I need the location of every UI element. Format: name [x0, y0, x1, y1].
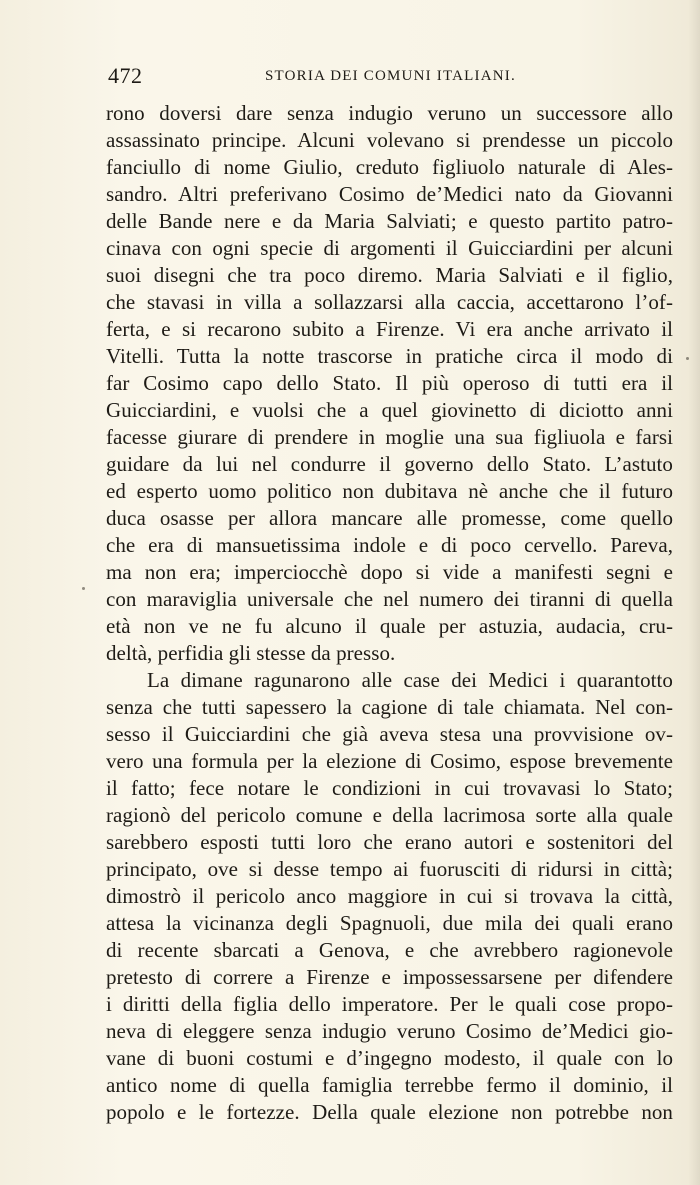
text-line: il fatto; fece notare le condizioni in cui trovavasi lo Stato; [106, 776, 673, 800]
text-line: duca osasse per allora mancare alle promesse, come quello [106, 506, 673, 530]
body-text [106, 100, 673, 1140]
text-line: sesso il Guicciardini che già aveva stesa una provvisione ov- [106, 722, 673, 746]
text-line: pretesto di correre a Firenze e impossessarsene per difendere [106, 965, 673, 989]
text-line: assassinato principe. Alcuni volevano si prendesse un piccolo [106, 128, 673, 152]
text-line: neva di eleggere senza indugio veruno Cosimo de’Medici gio- [106, 1019, 673, 1043]
text-line: fanciullo di nome Giulio, creduto figliuolo naturale di Ales- [106, 155, 673, 179]
text-line: i diritti della figlia dello imperatore. Per le quali cose propo- [106, 992, 673, 1016]
text-line: suoi disegni che tra poco diremo. Maria Salviati e il figlio, [106, 263, 673, 287]
text-line: cinava con ogni specie di argomenti il Guicciardini per alcuni [106, 236, 673, 260]
text-line: età non ve ne fu alcuno il quale per astuzia, audacia, cru- [106, 614, 673, 638]
text-line: senza che tutti sapessero la cagione di tale chiamata. Nel con- [106, 695, 673, 719]
text-line: che stavasi in villa a sollazzarsi alla caccia, accettarono l’of- [106, 290, 673, 314]
text-line: dimostrò il pericolo anco maggiore in cui si trovava la città, [106, 884, 673, 908]
running-title: STORIA DEI COMUNI ITALIANI. [265, 68, 516, 84]
text-line: vane di buoni costumi e d’ingegno modesto, il quale con lo [106, 1046, 673, 1070]
text-line: La dimane ragunarono alle case dei Medici i quarantotto [147, 668, 673, 692]
text-line: delle Bande nere e da Maria Salviati; e questo partito patro- [106, 209, 673, 233]
text-line: sandro. Altri preferivano Cosimo de’Medici nato da Giovanni [106, 182, 673, 206]
text-line: guidare da lui nel condurre il governo dello Stato. L’astuto [106, 452, 673, 476]
text-line: con maraviglia universale che nel numero dei tiranni di quella [106, 587, 673, 611]
page-edge-shadow [688, 0, 700, 1185]
text-line: popolo e le fortezze. Della quale elezione non potrebbe non [106, 1100, 673, 1124]
text-line: antico nome di quella famiglia terrebbe fermo il dominio, il [106, 1073, 673, 1097]
text-line: principato, ove si desse tempo ai fuorusciti di ridursi in città; [106, 857, 673, 881]
print-speck [82, 587, 85, 590]
text-line: deltà, perfidia gli stesse da presso. [106, 641, 396, 665]
text-line: far Cosimo capo dello Stato. Il più operoso di tutti era il [106, 371, 673, 395]
page-number: 472 [108, 63, 143, 88]
page-header [108, 63, 674, 91]
text-line: attesa la vicinanza degli Spagnuoli, due mila dei quali erano [106, 911, 673, 935]
text-line: Vitelli. Tutta la notte trascorse in pratiche circa il modo di [106, 344, 673, 368]
text-line: vero una formula per la elezione di Cosimo, espose brevemente [106, 749, 673, 773]
text-line: che era di mansuetissima indole e di poco cervello. Pareva, [106, 533, 673, 557]
print-speck [686, 357, 689, 360]
text-line: rono doversi dare senza indugio veruno un successore allo [106, 101, 673, 125]
text-line: sarebbero esposti tutti loro che erano autori e sostenitori del [106, 830, 673, 854]
text-line: Guicciardini, e vuolsi che a quel giovinetto di diciotto anni [106, 398, 673, 422]
text-line: facesse giurare di prendere in moglie una sua figliuola e farsi [106, 425, 673, 449]
text-line: ragionò del pericolo comune e della lacrimosa sorte alla quale [106, 803, 673, 827]
text-line: ferta, e si recarono subito a Firenze. Vi era anche arrivato il [106, 317, 673, 341]
text-line: di recente sbarcati a Genova, e che avrebbero ragionevole [106, 938, 673, 962]
text-line: ma non era; imperciocchè dopo si vide a manifesti segni e [106, 560, 673, 584]
text-line: ed esperto uomo politico non dubitava nè anche che il futuro [106, 479, 673, 503]
